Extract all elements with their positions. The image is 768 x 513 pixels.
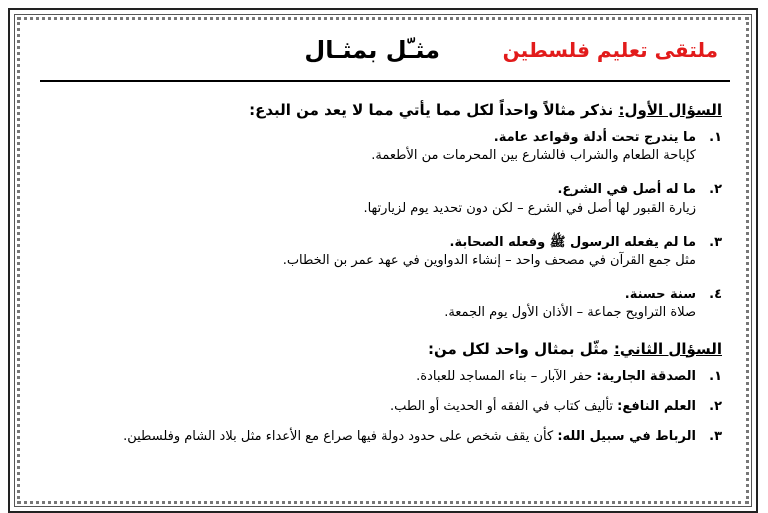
page-title: مثـّل بمثـال	[304, 36, 440, 64]
item-heading: الصدقة الجارية:	[596, 368, 696, 384]
item-number: ١.	[709, 368, 722, 384]
item-example: مثل جمع القرآن في مصحف واحد – إنشاء الدواوين في عهد عمر بن الخطاب.	[282, 252, 696, 268]
brand-title: ملتقى تعليم فلسطين	[502, 38, 718, 62]
item-number: ١.	[709, 130, 722, 145]
item-number: ٢.	[709, 398, 722, 414]
q2-item-3	[42, 428, 722, 446]
item-heading: ما لم يفعله الرسول ﷺ وفعله الصحابة.	[449, 234, 696, 250]
item-example: صلاة التراويح جماعة – الأذان الأول يوم الجمعة.	[444, 305, 696, 321]
question-2-label: السؤال الثاني:	[613, 339, 722, 358]
q2-item-1	[42, 368, 722, 386]
question-2-heading	[42, 339, 722, 360]
item-number: ٣.	[709, 428, 722, 444]
item-number: ٣.	[709, 234, 722, 250]
header-divider	[40, 80, 730, 82]
item-heading: ما له أصل في الشرع.	[557, 182, 696, 198]
item-example: كأن يقف شخص على حدود دولة فيها صراع مع الأعداء مثل بلاد الشام وفلسطين.	[123, 428, 554, 444]
item-example: تأليف كتاب في الفقه أو الحديث أو الطب.	[390, 398, 614, 414]
item-example: زيارة القبور لها أصل في الشرع – لكن دون تحديد يوم لزيارتها.	[363, 200, 696, 216]
q1-item-1	[42, 129, 722, 165]
item-number: ٢.	[709, 182, 722, 198]
item-example: حفر الآبار – بناء المساجد للعبادة.	[416, 368, 593, 384]
item-example: كإباحة الطعام والشراب فالشارع بين المحرمات من الأطعمة.	[371, 148, 696, 164]
question-2-text: مثّل بمثال واحد لكل من:	[427, 339, 609, 358]
document-body	[42, 100, 722, 458]
item-heading: ما يندرج تحت أدلة وقواعد عامة.	[493, 130, 696, 145]
question-1-label: السؤال الأول:	[618, 101, 722, 119]
question-2-section	[42, 339, 722, 447]
q1-item-4	[42, 286, 722, 322]
page-header	[40, 36, 730, 74]
item-heading: العلم النافع:	[617, 398, 696, 414]
item-heading: الرباط في سبيل الله:	[557, 428, 696, 444]
q1-item-2	[42, 181, 722, 217]
question-1-heading	[42, 100, 722, 121]
item-heading: سنة حسنة.	[624, 287, 696, 303]
item-number: ٤.	[709, 287, 722, 303]
q2-item-2	[42, 398, 722, 416]
q1-item-3	[42, 234, 722, 270]
question-1-text: نذكر مثالاً واحداً لكل مما يأتي مما لا يعد من البدع:	[249, 101, 614, 119]
